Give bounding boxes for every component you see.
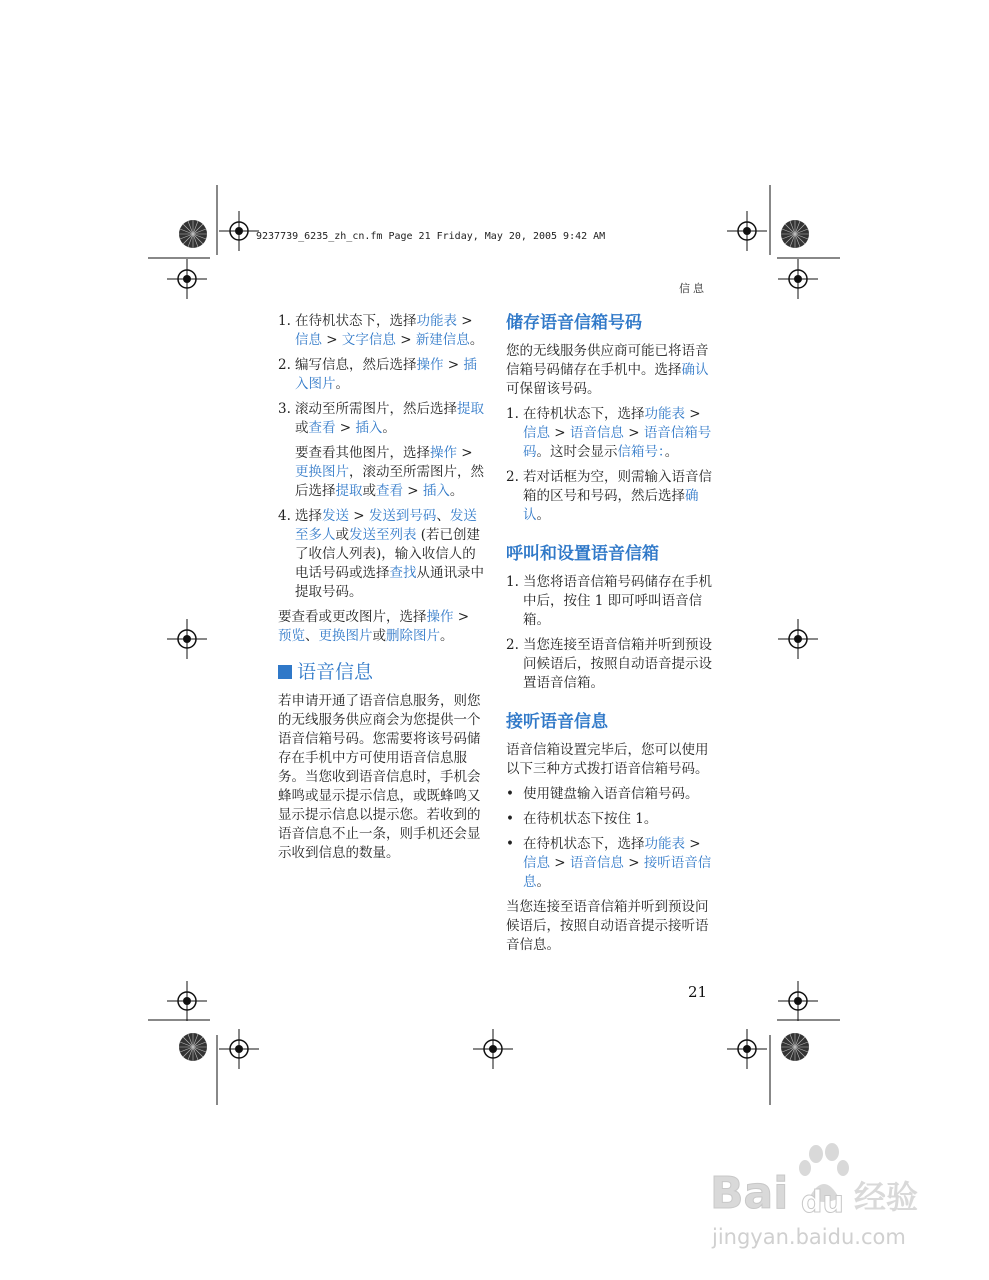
- change-picture-note: [278, 608, 484, 646]
- heading-square-icon: [278, 665, 292, 679]
- svg-text:经验: 经验: [854, 1178, 919, 1216]
- text: 在待机状态下，选择: [523, 836, 645, 852]
- separator: >: [322, 332, 342, 348]
- step-text: 当您将语音信箱号码储存在手机中后，按住 1 即可呼叫语音信箱。: [523, 574, 712, 628]
- text: 在待机状态下，选择: [295, 313, 417, 329]
- bullet-icon: •: [506, 836, 514, 852]
- text: 。: [335, 376, 349, 392]
- step-2: [278, 356, 484, 394]
- baidu-jingyan-watermark: [706, 1140, 936, 1250]
- separator: >: [443, 357, 464, 373]
- menu-link: 提取: [457, 401, 484, 417]
- text: 。: [440, 628, 454, 644]
- separator: >: [457, 313, 473, 329]
- call-step-1: [506, 573, 718, 630]
- voice-message-heading: [278, 660, 484, 684]
- call-step-2: [506, 636, 718, 693]
- step-1: [278, 312, 484, 350]
- text: 。这时会显示: [536, 444, 618, 460]
- menu-link: 操作: [426, 609, 454, 625]
- save-step-1: [506, 405, 718, 462]
- step-text: [523, 405, 718, 462]
- menu-link: 功能表: [644, 836, 685, 852]
- page-number: 21: [688, 983, 708, 1001]
- step-text: [523, 468, 718, 525]
- step-number: 2.: [506, 637, 519, 653]
- separator: >: [403, 483, 423, 499]
- text: 选择: [295, 508, 322, 524]
- menu-link: 信箱号：: [617, 444, 665, 460]
- menu-link: 语音信箱号码: [523, 425, 712, 460]
- listen-bullet-2: [506, 810, 718, 829]
- listen-intro: 语音信箱设置完毕后，您可以使用以下三种方式拨打语音信箱号码。: [506, 742, 709, 777]
- text: 或: [295, 420, 309, 436]
- menu-link: 发送到号码: [368, 508, 437, 524]
- step-number: 4.: [278, 508, 291, 524]
- menu-link: 语音信息: [569, 855, 624, 871]
- text: 编写信息，然后选择: [295, 357, 417, 373]
- svg-text:du: du: [801, 1185, 844, 1220]
- text: 或: [362, 483, 376, 499]
- step-3-note: [278, 444, 484, 501]
- separator: >: [453, 609, 470, 625]
- menu-link: 信息: [523, 855, 550, 871]
- text: 、: [305, 628, 319, 644]
- running-section-title: 信息: [679, 282, 707, 295]
- text: 。: [382, 420, 396, 436]
- text: 可保留该号码。: [506, 381, 601, 397]
- separator: >: [685, 406, 701, 422]
- text: 要查看或更改图片，选择: [278, 609, 427, 625]
- step-number: 1.: [506, 406, 519, 422]
- separator: >: [685, 836, 701, 852]
- step-number: 2.: [278, 357, 291, 373]
- listen-bullet-1: [506, 785, 718, 804]
- bullet-text: 在待机状态下按住 1。: [523, 811, 658, 827]
- text: (若已创建了收信人列表)，输入收信人的电话号码或选择: [295, 527, 481, 581]
- bullet-icon: •: [506, 811, 514, 827]
- menu-link: 信息: [523, 425, 550, 441]
- bullet-text: [523, 835, 718, 892]
- listen-outro: 当您连接至语音信箱并听到预设问候语后，按照自动语音提示接听语音信息。: [506, 899, 709, 953]
- right-column: [506, 312, 718, 961]
- menu-link: 查看: [376, 483, 403, 499]
- svg-text:jingyan.baidu.com: jingyan.baidu.com: [712, 1225, 906, 1249]
- step-3: [278, 400, 484, 438]
- text: 在待机状态下，选择: [523, 406, 645, 422]
- step-number: 3.: [278, 401, 291, 417]
- menu-link: 查找: [389, 565, 417, 581]
- text: 。: [469, 332, 484, 348]
- text: ，滚动至所需图片，然后选择: [295, 464, 484, 499]
- menu-link: 预览: [278, 628, 305, 644]
- menu-link: 操作: [416, 357, 444, 373]
- menu-link: 新建信息: [415, 332, 470, 348]
- listen-heading: 接听语音信息: [506, 712, 608, 732]
- text: 或: [372, 628, 386, 644]
- separator: >: [550, 855, 570, 871]
- call-mailbox-heading: 呼叫和设置语音信箱: [506, 544, 659, 564]
- text: 若对话框为空，则需输入语音信箱的区号和号码，然后选择: [523, 469, 712, 504]
- text: 。: [449, 483, 464, 499]
- text: 。: [536, 507, 550, 523]
- text: 、: [436, 508, 450, 524]
- step-text: [295, 400, 484, 438]
- menu-link: 确认: [681, 362, 709, 378]
- voice-message-paragraph: 若申请开通了语音信息服务，则您的无线服务供应商会为您提供一个语音信箱号码。您需要将该号码储存在手机中方可使用语音信息服务。当您收到语音信息时，手机会蜂鸣或显示提示信息，或既蜂鸣又显示提示信息以提示您。若收到的语音信息不止一条，则手机还会显示收到信息的数量。: [278, 693, 481, 861]
- separator: >: [623, 855, 644, 871]
- separator: >: [623, 425, 644, 441]
- step-text: [295, 507, 484, 602]
- bullet-icon: •: [506, 786, 514, 802]
- separator: >: [335, 420, 356, 436]
- text: 。: [536, 874, 550, 890]
- menu-link: 接听语音信息: [523, 855, 712, 890]
- step-text: [295, 356, 484, 394]
- separator: >: [457, 445, 473, 461]
- menu-link: 发送至列表: [349, 527, 417, 543]
- step-number: 2.: [506, 469, 519, 485]
- separator: >: [395, 332, 416, 348]
- step-4: [278, 507, 484, 602]
- separator: >: [349, 508, 369, 524]
- text: 要查看其他图片，选择: [295, 445, 430, 461]
- save-mailbox-intro: [506, 342, 718, 399]
- menu-link: 删除图片: [386, 628, 440, 644]
- menu-link: 插入图片: [295, 357, 477, 392]
- text: 从通讯录中提取号码。: [295, 565, 484, 600]
- text: 您的无线服务供应商可能已将语音信箱号码储存在手机中。选择: [506, 343, 709, 378]
- step-number: 1.: [506, 574, 519, 590]
- menu-link: 语音信息: [569, 425, 624, 441]
- left-column: [278, 312, 484, 869]
- menu-link: 发送: [322, 508, 349, 524]
- menu-link: 插入: [422, 483, 450, 499]
- menu-link: 功能表: [416, 313, 457, 329]
- heading-text: 语音信息: [297, 661, 374, 683]
- step-text: 当您连接至语音信箱并听到预设问候语后，按照自动语音提示设置语音信箱。: [523, 637, 712, 691]
- text: 。: [664, 444, 679, 460]
- menu-link: 发送至多人: [295, 508, 477, 543]
- menu-link: 查看: [308, 420, 336, 436]
- file-info-header: 9237739_6235_zh_cn.fm Page 21 Friday, May 20, 2005 9:42 AM: [256, 231, 606, 242]
- menu-link: 更换图片: [318, 628, 373, 644]
- bullet-text: 使用键盘输入语音信箱号码。: [523, 786, 699, 802]
- menu-link: 确认: [523, 488, 699, 523]
- menu-link: 操作: [430, 445, 457, 461]
- text: 滚动至所需图片，然后选择: [295, 401, 457, 417]
- save-step-2: [506, 468, 718, 525]
- text: 或: [335, 527, 349, 543]
- separator: >: [550, 425, 570, 441]
- save-mailbox-heading: 储存语音信箱号码: [506, 313, 642, 333]
- menu-link: 插入: [355, 420, 383, 436]
- menu-link: 信息: [295, 332, 322, 348]
- menu-link: 文字信息: [341, 332, 396, 348]
- step-number: 1.: [278, 313, 291, 329]
- svg-text:Bai: Bai: [710, 1168, 789, 1219]
- menu-link: 提取: [335, 483, 363, 499]
- listen-bullet-3: [506, 835, 718, 892]
- menu-link: 功能表: [644, 406, 685, 422]
- menu-link: 更换图片: [295, 464, 349, 480]
- step-text: [295, 312, 484, 350]
